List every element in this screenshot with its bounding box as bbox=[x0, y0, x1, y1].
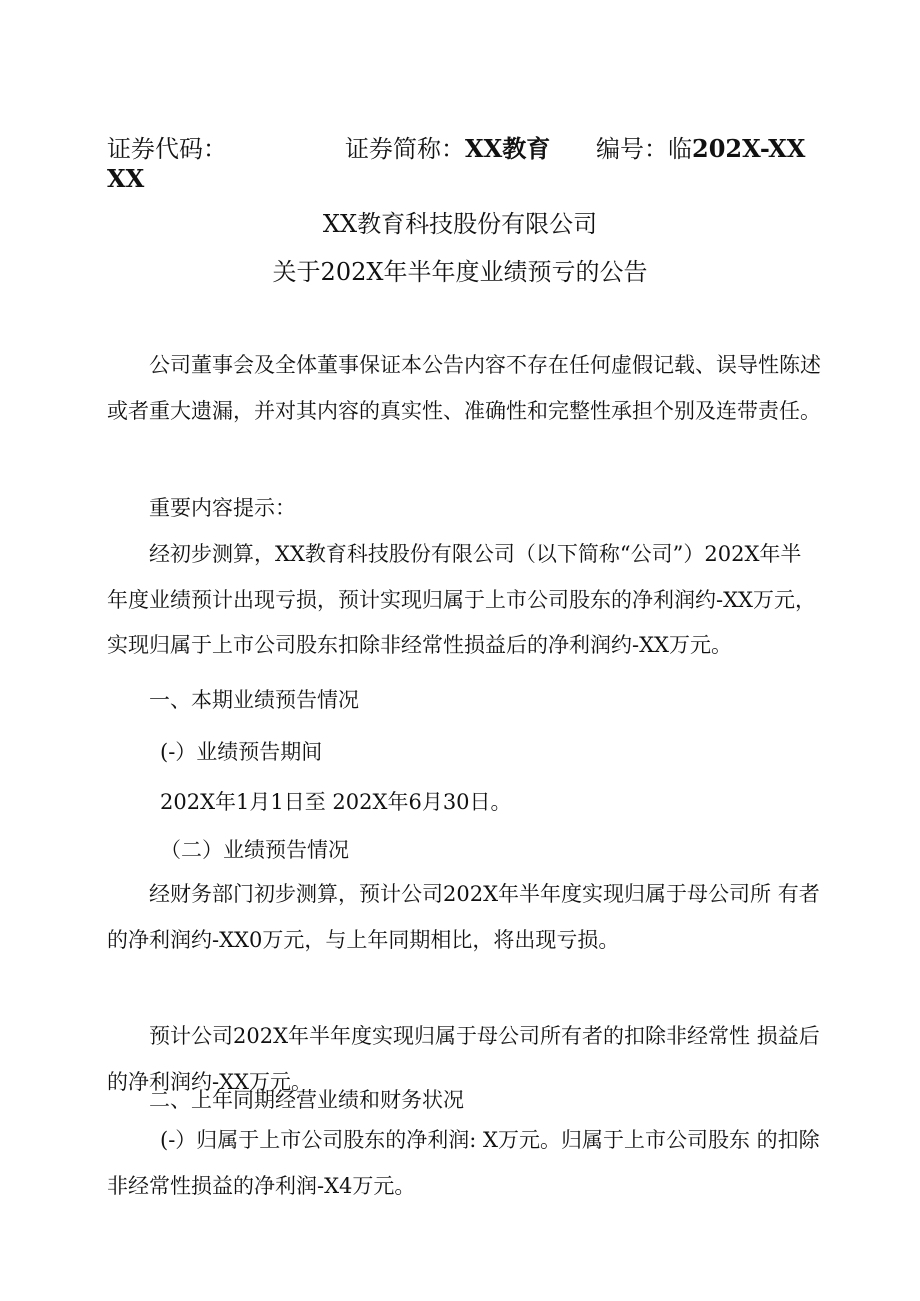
company-title: XX教育科技股份有限公司 bbox=[322, 210, 598, 238]
sub2-heading: （二）业绩预告情况 bbox=[160, 838, 349, 862]
forecast-period: 202X年1月1日至 202X年6月30日。 bbox=[160, 790, 512, 814]
forecast-paragraph-1: 经财务部门初步测算，预计公司202X年半年度实现归属于母公司所 有者的净利润约-XX0万元，与上年同期相比，将出现亏损。 bbox=[107, 882, 820, 952]
announcement-number-value: 202X-XX bbox=[692, 134, 806, 163]
stock-code-label: 证券代码： bbox=[107, 135, 227, 163]
stock-abbr bbox=[345, 134, 550, 164]
key-content-heading: 重要内容提示： bbox=[149, 496, 296, 520]
prior-period-paragraph: (-）归属于上市公司股东的净利润: X万元。归属于上市公司股东 的扣除非经常性损益的净利润-X4万元。 bbox=[107, 1128, 820, 1198]
section2-heading: 二、上年同期经营业绩和财务状况 bbox=[149, 1088, 464, 1112]
stock-abbr-label: 证券简称： bbox=[345, 135, 465, 163]
sub1-heading: (-）业绩预告期间 bbox=[160, 740, 323, 764]
stock-abbr-value: XX教育 bbox=[465, 134, 551, 163]
announcement-subject: 关于202X年半年度业绩预亏的公告 bbox=[272, 258, 648, 286]
board-declaration: 公司董事会及全体董事保证本公告内容不存在任何虚假记载、误导性陈述或者重大遗漏，并对其内容的真实性、准确性和完整性承担个别及连带责任。 bbox=[107, 353, 821, 423]
announcement-number-continuation: XX bbox=[107, 164, 145, 193]
announcement-number-label: 编号：临 bbox=[596, 135, 692, 163]
forecast-paragraph-2: 预计公司202X年半年度实现归属于母公司所有者的扣除非经常性 损益后的净利润约-XX万元。 bbox=[107, 1024, 820, 1094]
section1-heading: 一、本期业绩预告情况 bbox=[149, 688, 359, 712]
announcement-number bbox=[596, 134, 805, 164]
key-content-paragraph: 经初步测算，XX教育科技股份有限公司（以下简称“公司”）202X年半年度业绩预计出现亏损，预计实现归属于上市公司股东的净利润约-XX万元，实现归属于上市公司股东扣除非经常性损益后的净利润约-XX万元。 bbox=[107, 542, 816, 657]
